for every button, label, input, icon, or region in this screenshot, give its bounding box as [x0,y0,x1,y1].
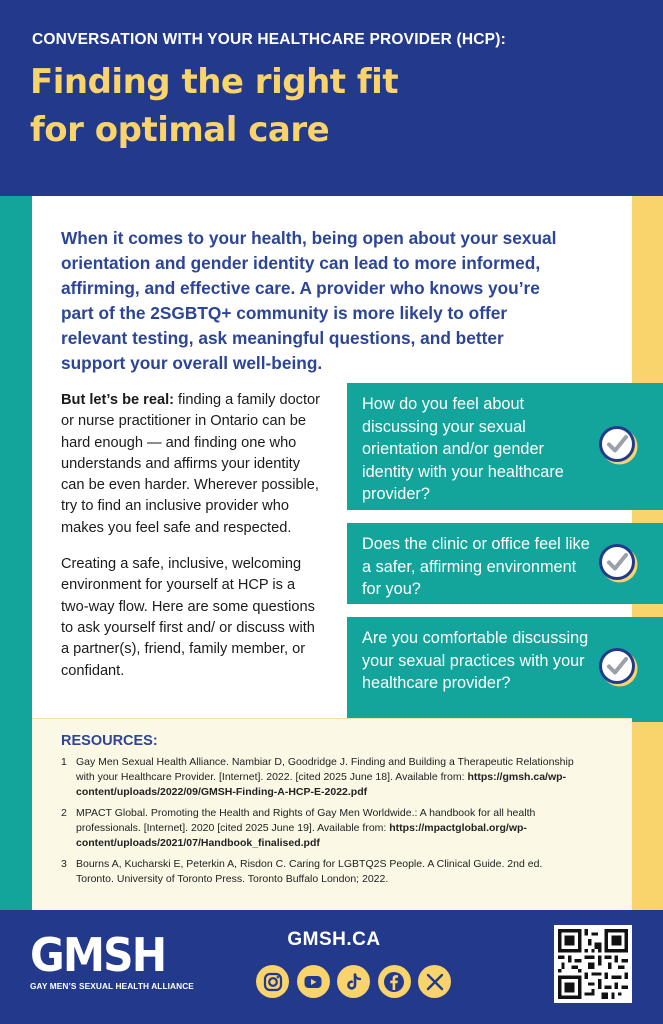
reference-number: 2 [61,807,67,819]
title-line-1: Finding the right fit [30,62,399,102]
question-card-1 [347,383,663,510]
body-paragraph-2: Creating a safe, inclusive, welcoming environment for yourself at HCP is a two-way flow. Here are some questions to ask yourself first and/ or discuss with a partner(s), friend, family member, or confidant. [61,556,315,679]
qr-code[interactable] [554,925,632,1003]
gmsh-logo [30,928,194,991]
reference-number: 3 [61,858,67,870]
checkmark-icon [598,543,638,583]
question-card-3 [347,617,663,722]
checkmark-icon [598,425,638,465]
title-line-2: for optimal care [30,110,330,150]
question-card-2 [347,523,663,604]
checkmark-icon [598,647,638,687]
reference-text: Bourns A, Kucharski E, Peterkin A, Risdon C. Caring for LGBTQ2S People. A Clinical Guide. 2nd ed. Toronto. University of Toronto Press. Toronto Buffalo London; 2022. [76,858,543,885]
intro-paragraph: When it comes to your health, being open about your sexual orientation and gender identity can lead to more informed, affirming, and effective care. A provider who knows you’re part of the 2SGBTQ+ community is more likely to offer relevant testing, ask meaningful questions, and better support your overall well-being. [61,228,557,373]
teal-side-bar [0,196,32,910]
youtube-icon[interactable] [297,965,330,998]
facebook-icon[interactable] [378,965,411,998]
body-paragraph-1 [61,390,323,539]
kicker: CONVERSATION WITH YOUR HEALTHCARE PROVIDER (HCP): [32,31,506,48]
body-p1-text: finding a family doctor or nurse practitioner in Ontario can be hard enough — and finding one who understands and affirms your identity can be even harder. Wherever possible, try to find an inclusive provider who makes you feel safe and respected. [61,392,321,536]
social-links [256,965,451,999]
reference-text: MPACT Global. Promoting the Health and Rights of Gay Men Worldwide.: A handbook for all health professionals. [Internet]. 2020 [cited 2025 June 19]. Available from: [76,807,536,834]
reference-text: Gay Men Sexual Health Alliance. Nambiar D, Goodridge J. Finding and Building a Therapeutic Relationship with your Healthcare Provider. [Internet]. 2022. [cited 2025 June 18]. Available from: [76,756,574,783]
question-text-3: Are you comfortable discussing your sexual practices with your healthcare provider? [362,629,589,692]
page-title [30,58,398,154]
x-icon[interactable] [418,965,451,998]
website-link[interactable]: GMSH.CA [287,929,381,950]
body-column [61,390,323,697]
reference-number: 1 [61,756,67,768]
instagram-icon[interactable] [256,965,289,998]
question-text-2: Does the clinic or office feel like a safer, affirming environment for you? [362,535,590,598]
tiktok-icon[interactable] [337,965,370,998]
reference-link[interactable]: https://gmsh.ca/wp-content/uploads/2022/09/GMSH-Finding-A-HCP-E-2022.pdf [76,771,567,798]
logo-wordmark: GMSH [30,928,166,982]
resources-title: RESOURCES: [61,733,158,749]
body-lead: But let’s be real: [61,392,174,408]
logo-tagline: GAY MEN’S SEXUAL HEALTH ALLIANCE [30,981,194,991]
question-text-1: How do you feel about discussing your sexual orientation and/or gender identity with your healthcare provider? [362,395,564,503]
reference-link[interactable]: https://mpactglobal.org/wp-content/uploads/2021/07/Handbook_finalised.pdf [76,822,527,849]
